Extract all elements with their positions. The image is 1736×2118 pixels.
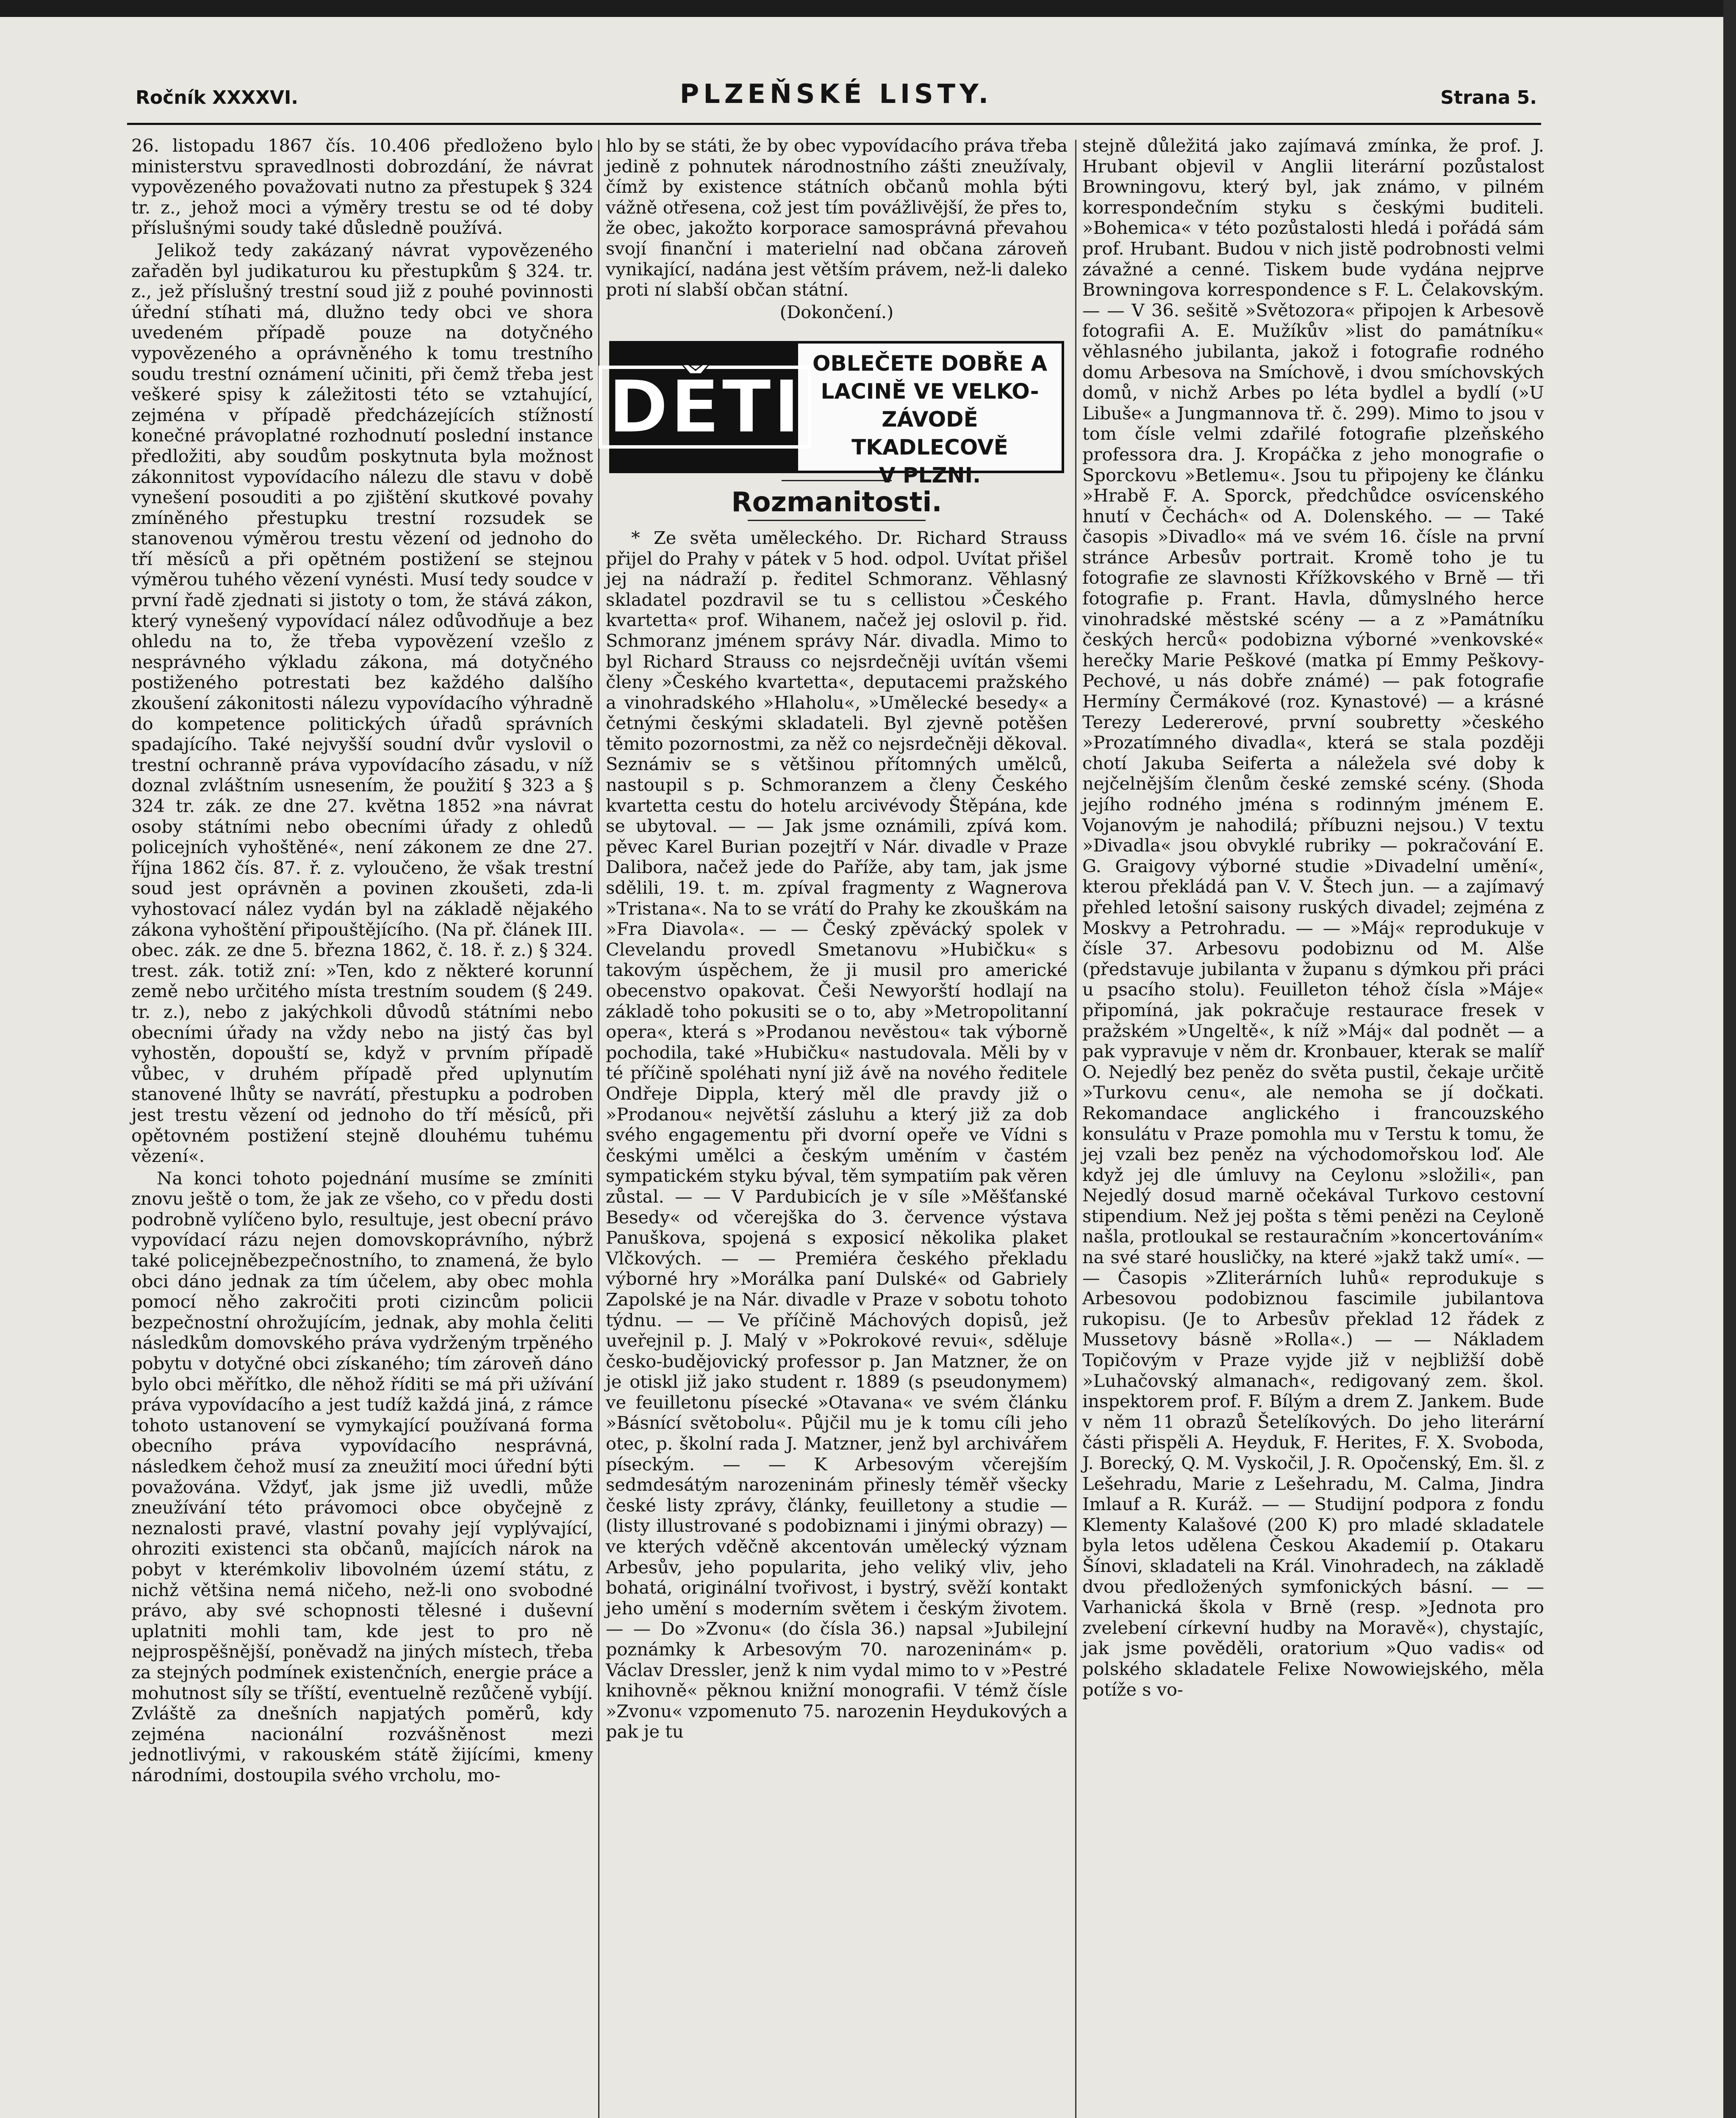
volume-label: Ročník XXXXVI. xyxy=(136,87,299,108)
ad-word: DĚTI xyxy=(599,366,811,449)
ad-line: OBLEČETE DOBŘE A xyxy=(812,351,1048,376)
column-divider xyxy=(1075,140,1076,2118)
section-separator xyxy=(748,520,926,521)
newspaper-title: PLZEŇSKÉ LISTY. xyxy=(679,78,993,109)
advertisement xyxy=(608,341,1064,488)
article-paragraph: Na konci tohoto pojednání musíme se zmíniti znovu ještě o tom, že jak ze všeho, co v předu dosti podrobně vylíčeno bylo, resultuje, jest obecní právo vypovídací rázu nejen domovskoprávního, nýbrž také policejněbezpečnostního, to znamená, že bylo obci dáno jednak za tím účelem, aby obec mohla pomocí něho zakročiti proti cizincům policii bezpečnostní ohrožujícím, jednak, aby mohla čeliti následkům domovského práva vydrženým trpěného pobytu v dotyčné obci získaného; tím zároveň dáno bylo obci měřítko, dle něhož říditi se má při užívání práva vypovídacího a jest tudíž každá jiná, z rámce tohoto ustanovení se vymykající používaná forma obecního práva vypovídacího nesprávná, následkem čehož musí za zneužití moci úřední býti považována. Vždyť, jak jsme již uvedli, může zneužívání této právomoci obce obyčejně z neznalosti pravé, vlastní povahy její vyplývající, ohroziti existenci sta občanů, majících nárok na pobyt v kterémkoliv libovolném území státu, z nichž většina nemá ničeho, než-li ono svobodné právo, aby své schopnosti tělesné i duševní uplatniti mohli tam, kde jest to pro ně nejprospěšnější, poněvadž na jiných místech, třeba za stejných podmínek existenčních, energie práce a mohutnost síly se tříští, eventuelně rezůčeně vybíjí. Zvláště za dnešních napjatých poměrů, kdy zejména nacionální rozvášněnost mezi jednotlivými, v rakouském státě žijícími, kmeny národními, dostoupila svého vrcholu, mo- xyxy=(131,1167,593,1785)
ad-logo xyxy=(608,344,802,471)
article-paragraph: stejně důležitá jako zajímavá zmínka, že prof. J. Hrubant objevil v Anglii literární pozůstalost Browningovu, který byl, jak známo, v pilném korrespondečním styku s českými buditeli. »Bohemica« v této pozůstalosti hledá i pořádá sám prof. Hrubant. Budou v nich jistě podrobnosti velmi závažné a cenné. Tiskem bude vydána nejprve Browningova korrespondence s F. L. Čelakovským. — — V 36. sešitě »Světozora« připojen k Arbesově fotografii A. E. Mužíkův »list do památníku« věhlasného jubilanta, jakož i fotografie rodného domu Arbesova na Smíchově, i dvou smíchovských domů, v nichž Arbes po léta bydlel a bydlí (»U Libuše« a Jungmannova tř. č. 299). Mimo to jsou v tom čísle velmi zdařilé fotografie plzeňského professora dra. J. Kropáčka z jeho monografie o Sporckovu »Betlemu«. Jsou tu připojeny ke článku »Hrabě F. A. Sporck, předchůdce osvícenského hnutí v Čechách« od A. Dolenského. — — Také časopis »Divadlo« má ve svém 16. čísle na první stránce Arbesův portrait. Kromě toho je tu fotografie ze slavnosti Křížkovského v Brně — tři fotografie p. Frant. Havla, důmyslného herce vinohradské městské scény — a z »Památníku českých herců« podobizna výborné »venkovské« herečky Marie Peškové (matka pí Emmy Peškovy-Pechové, u nás dobře známé) — pak fotografie Hermíny Čermákové (roz. Kynastové) — a krásné Terezy Ledererové, první soubretty »českého »Prozatímného divadla«, která se stala později chotí Jakuba Seiferta a náležela své doby k nejčelnějším členům české zemské scény. (Shoda jejího rodného jména s rodinným jménem E. Vojanovým je nahodilá; příbuzni nejsou.) V textu »Divadla« jsou obvyklé rubriky — pokračování E. G. Graigovy výborné studie »Divadelní umění«, kterou překládá pan V. V. Štech jun. — a zajímavý přehled letošní saisony ruských divadel; zejména z Moskvy a Petrohradu. — — »Máj« reprodukuje v čísle 37. Arbesovu podobiznu od M. Alše (představuje jubilanta v županu s dýmkou při práci u psacího stolu). Feuilleton téhož čísla »Máje« připomíná, jak pokračuje restaurace fresek v pražském »Ungeltě«, k níž »Máj« dal podnět — a pak vypravuje v něm dr. Kronbauer, kterak se malíř O. Nejedlý bez peněz do světa pustil, čekaje určitě »Turkovu cenu«, ale nemoha se jí dočkati. Rekomandace anglického i francouzského konsulátu v Praze pomohla mu v Terstu k tomu, že jej vzali bez peněz na východomořskou loď. Ale když jej dle úmluvy na Ceylonu »složili«, pan Nejedlý dosud marně očekával Turkovo cestovní stipendium. Než jej pošta s těmi penězi na Ceyloně našla, protloukal se restauračním »koncertováním« na své staré housličky, na které »jakž takž umí«. — — Časopis »Zliterárních luhů« reprodukuje s Arbesovou podobiznou fascimile jubilantova rukopisu. (Je to Arbesův překlad 12 řádek z Mussetovy básně »Rolla«.) — — Nákladem Topičovým v Praze vyjde již v nejbližší době »Luhačovský almanach«, redigovaný zem. škol. inspektorem prof. F. Bílým a drem Z. Jankem. Bude v něm 11 obrazů Šetelíkových. Do jeho literární části přispěli A. Heyduk, F. Herites, F. X. Svoboda, J. Borecký, Q. M. Vyskočil, J. R. Opočenský, Em. šl. z Lešehradu, Marie z Lešehradu, M. Calma, Jindra Imlauf a R. Kuráž. — — Studijní podpora z fondu Klementy Kalašové (200 K) pro mladé skladatele byla letos udělena Českou Akademií p. Otakaru Šínovi, skladateli na Král. Vinohradech, na základě dvou předložených symfonických básní. — — Varhanická škola v Brně (resp. »Jednota pro zvelebení církevní hudby na Moravě«), chystajíc, jak jsme pověděli, oratorium »Quo vadis« od polského skladatele Felixe Nowowiejského, měla potíže s vo- xyxy=(1082,135,1544,1700)
column-1 xyxy=(131,136,593,2118)
continuation-note: (Dokončení.) xyxy=(779,301,894,322)
column-3 xyxy=(1082,136,1544,2118)
scan-right-edge xyxy=(1723,0,1736,2118)
header-rule xyxy=(127,123,1541,125)
ad-line: V PLZNI. xyxy=(879,463,981,488)
article-paragraph: hlo by se státi, že by obec vypovídacího práva třeba jedině z pohnutek národnostního zášti zneužívaly, čímž by existence státních občanů mohla býti vážně otřesena, což jest tím povážlivější, že přes to, že obec, jakožto korporace samosprávná převahou svojí finanční i materielní nad občana zároveň vynikající, nadána jest větším právem, než-li daleko proti ní slabší občan státní. xyxy=(606,135,1068,300)
column-2 xyxy=(606,136,1068,2118)
ad-text xyxy=(798,344,1062,488)
section-title: Rozmanitosti. xyxy=(731,487,942,518)
article-paragraph: Jelikož tedy zakázaný návrat vypovězeného zařaděn byl judikaturou ku přestupkům § 324. tr. z., jež příslušný trestní soud již z pouhé povinnosti úřední stíhati má, dlužno tedy obci ve shora uvedeném případě pouze na dotyčného vypovězeného a oprávněného k tomu trestního soudu trestní oznámení učiniti, při čemž třeba jest veškeré spisy k záležitosti této se vztahující, zejména v případě předcházejících stížností konečné právoplatné rozhodnutí poslední instance předložiti, aby soudům poskytnuta byla možnost zákonnitost vypovídacího nálezu dle stavu v době vynešení posouditi a po zjištění skutkové povahy zmíněného přestupku trestní rozsudek se stanovenou výměrou trestu vězení od jednoho do tří měsíců a při opětném postižení se stejnou výměrou tuhého vězení vynésti. Musí tedy soudce v první řadě zjednati si jistoty o tom, že stává zákon, který vynešený vypovídací nález odůvodňuje a bez ohledu na to, že třeba vypovězení vzešlo z nesprávného výkladu zákona, má dotyčného postiženého potrestati bez každého dalšího zkoušení zákonitosti nálezu vypovídacího výhradně do kompetence politických úřadů správních spadajícího. Také nejvyšší soudní dvůr vyslovil o trestní ochranně práva vypovídacího zásadu, v níž doznal zvláštním usnesením, že použití § 323 a § 324 tr. zák. ze dne 27. května 1852 »na návrat osoby státními nebo obecními úřady z ohledů policejních vyhoštěné«, není zákonem ze dne 27. října 1862 čís. 87. ř. z. vyloučeno, že však trestní soud jest oprávněn a povinen zkoušeti, zda-li vyhostovací nález vydán byl na základě nějakého zákona vyhoštění připouštějícího. (Na př. článek III. obec. zák. ze dne 5. března 1862, č. 18. ř. z.) § 324. trest. zák. totiž zní: »Ten, kdo z některé korunní země nebo určitého místa trestním soudem (§ 249. tr. z.), nebo z jakýchkoli důvodů státními nebo obecními úřady na vždy nebo na jistý čas byl vyhostěn, dopouští se, když v prvním případě vůbec, v druhém případě před uplynutím stanovené lhůty se navrátí, přestupku a podroben jest trestu vězení od jednoho do tří měsíců, při opětovném postižení stejně dlouhému tuhému vězení«. xyxy=(131,239,593,1167)
article-paragraph: 26. listopadu 1867 čís. 10.406 předloženo bylo ministerstvu spravedlnosti dobrozdání, že návrat vypovězeného považovati nutno za přestupek § 324 tr. z., jehož moci a výměry trestu se od té doby příslušnými soudy také důsledně používá. xyxy=(131,135,593,238)
page-number: Strana 5. xyxy=(1440,87,1537,108)
page-header xyxy=(136,78,1537,125)
article-paragraph: * Ze světa uměleckého. Dr. Richard Strauss přijel do Prahy v pátek v 5 hod. odpol. Uvítat přišel jej na nádraží p. ředitel Schmoranz. Věhlasný skladatel pozdravil se tu s cellistou »Českého kvartetta« prof. Wihanem, načež jej oslovil p. řid. Schmoranz jménem správy Nár. divadla. Mimo to byl Richard Strauss co nejsrdečněji uvítán všemi členy »Českého kvartetta«, deputacemi pražského a vinohradského »Hlaholu«, »Umělecké besedy« a četnými českými skladateli. Byl zjevně potěšen těmito pozornostmi, za něž co nejsrdečněji děkoval. Seznámiv se s většinou přítomných umělců, nastoupil s p. Schmoranzem a členy Českého kvartetta cestu do hotelu arcivévody Štěpána, kde se ubytoval. — — Jak jsme oznámili, zpívá kom. pěvec Karel Burian pozejtří v Nár. divadle v Praze Dalibora, načež jede do Paříže, aby tam, jak jsme sdělili, 19. t. m. zpíval fragmenty z Wagnerova »Tristana«. Na to se vrátí do Prahy ke zkouškám na »Fra Diavola«. — — Český zpěvácký spolek v Clevelandu provedl Smetanovu »Hubičku« s takovým úspěchem, že ji musil pro americké obecenstvo opakovat. Češi Newyorští hodlají na základě toho pokusiti se o to, aby »Metropolitanní opera«, která s »Prodanou nevěstou« tak výborně pochodila, také »Hubičku« nastudovala. Měli by v té příčině spoléhati nyní již ávě na nového ředitele Ondřeje Dippla, který měl dle pravdy již o »Prodanou« největší zásluhu a který již za dob svého engagementu při dvorní opeře ve Vídni s českými umělci a českým uměním v častém sympatickém styku býval, těm sympatiím pak věren zůstal. — — V Pardubicích je v síle »Měšťanské Besedy« od včerejška do 3. července výstava Panuškova, spojená s exposicí několika plaket Vlčkových. — — Premiéra českého překladu výborné hry »Morálka paní Dulské« od Gabriely Zapolské je na Nár. divadle v Praze v sobotu tohoto týdnu. — — Ve příčině Máchových dopisů, jež uveřejnil p. J. Malý v »Pokrokové revui«, sděluje česko-budějovický professor p. Jan Matzner, že on je otiskl již jako student r. 1889 (s pseudonymem) ve feuilletonu písecké »Otavana« ve svém článku »Básnící světobolu«. Půjčil mu je k tomu cíli jeho otec, p. školní rada J. Matzner, jenž byl archivářem píseckým. — — K Arbesovým včerejším sedmdesátým narozeninám přinesly téměř všecky české listy zprávy, články, feuilletony a studie — (listy illustrované s podobiznami i jinými obrazy) — ve kterých vděčně akcentován umělecký význam Arbesův, jeho popularita, jeho veliký vliv, jeho bohatá, originální tvořivost, i bystrý, svěží kontakt jeho umění s moderním světem i českým životem. — — Do »Zvonu« (do čísla 36.) napsal »Jubilejní poznámky k Arbesovým 70. narozeninám« p. Václav Dressler, jenž k nim vydal mimo to v »Pestré knihovně« pěknou knižní monografii. V témž čísle »Zvonu« vzpomenuto 75. narozenin Heydukových a pak je tu xyxy=(606,527,1068,1742)
ad-line: ZÁVODĚ TKADLECOVĚ xyxy=(851,407,1008,460)
scan-top-edge xyxy=(0,0,1736,17)
ad-line: LACINĚ VE VELKO- xyxy=(821,379,1039,404)
